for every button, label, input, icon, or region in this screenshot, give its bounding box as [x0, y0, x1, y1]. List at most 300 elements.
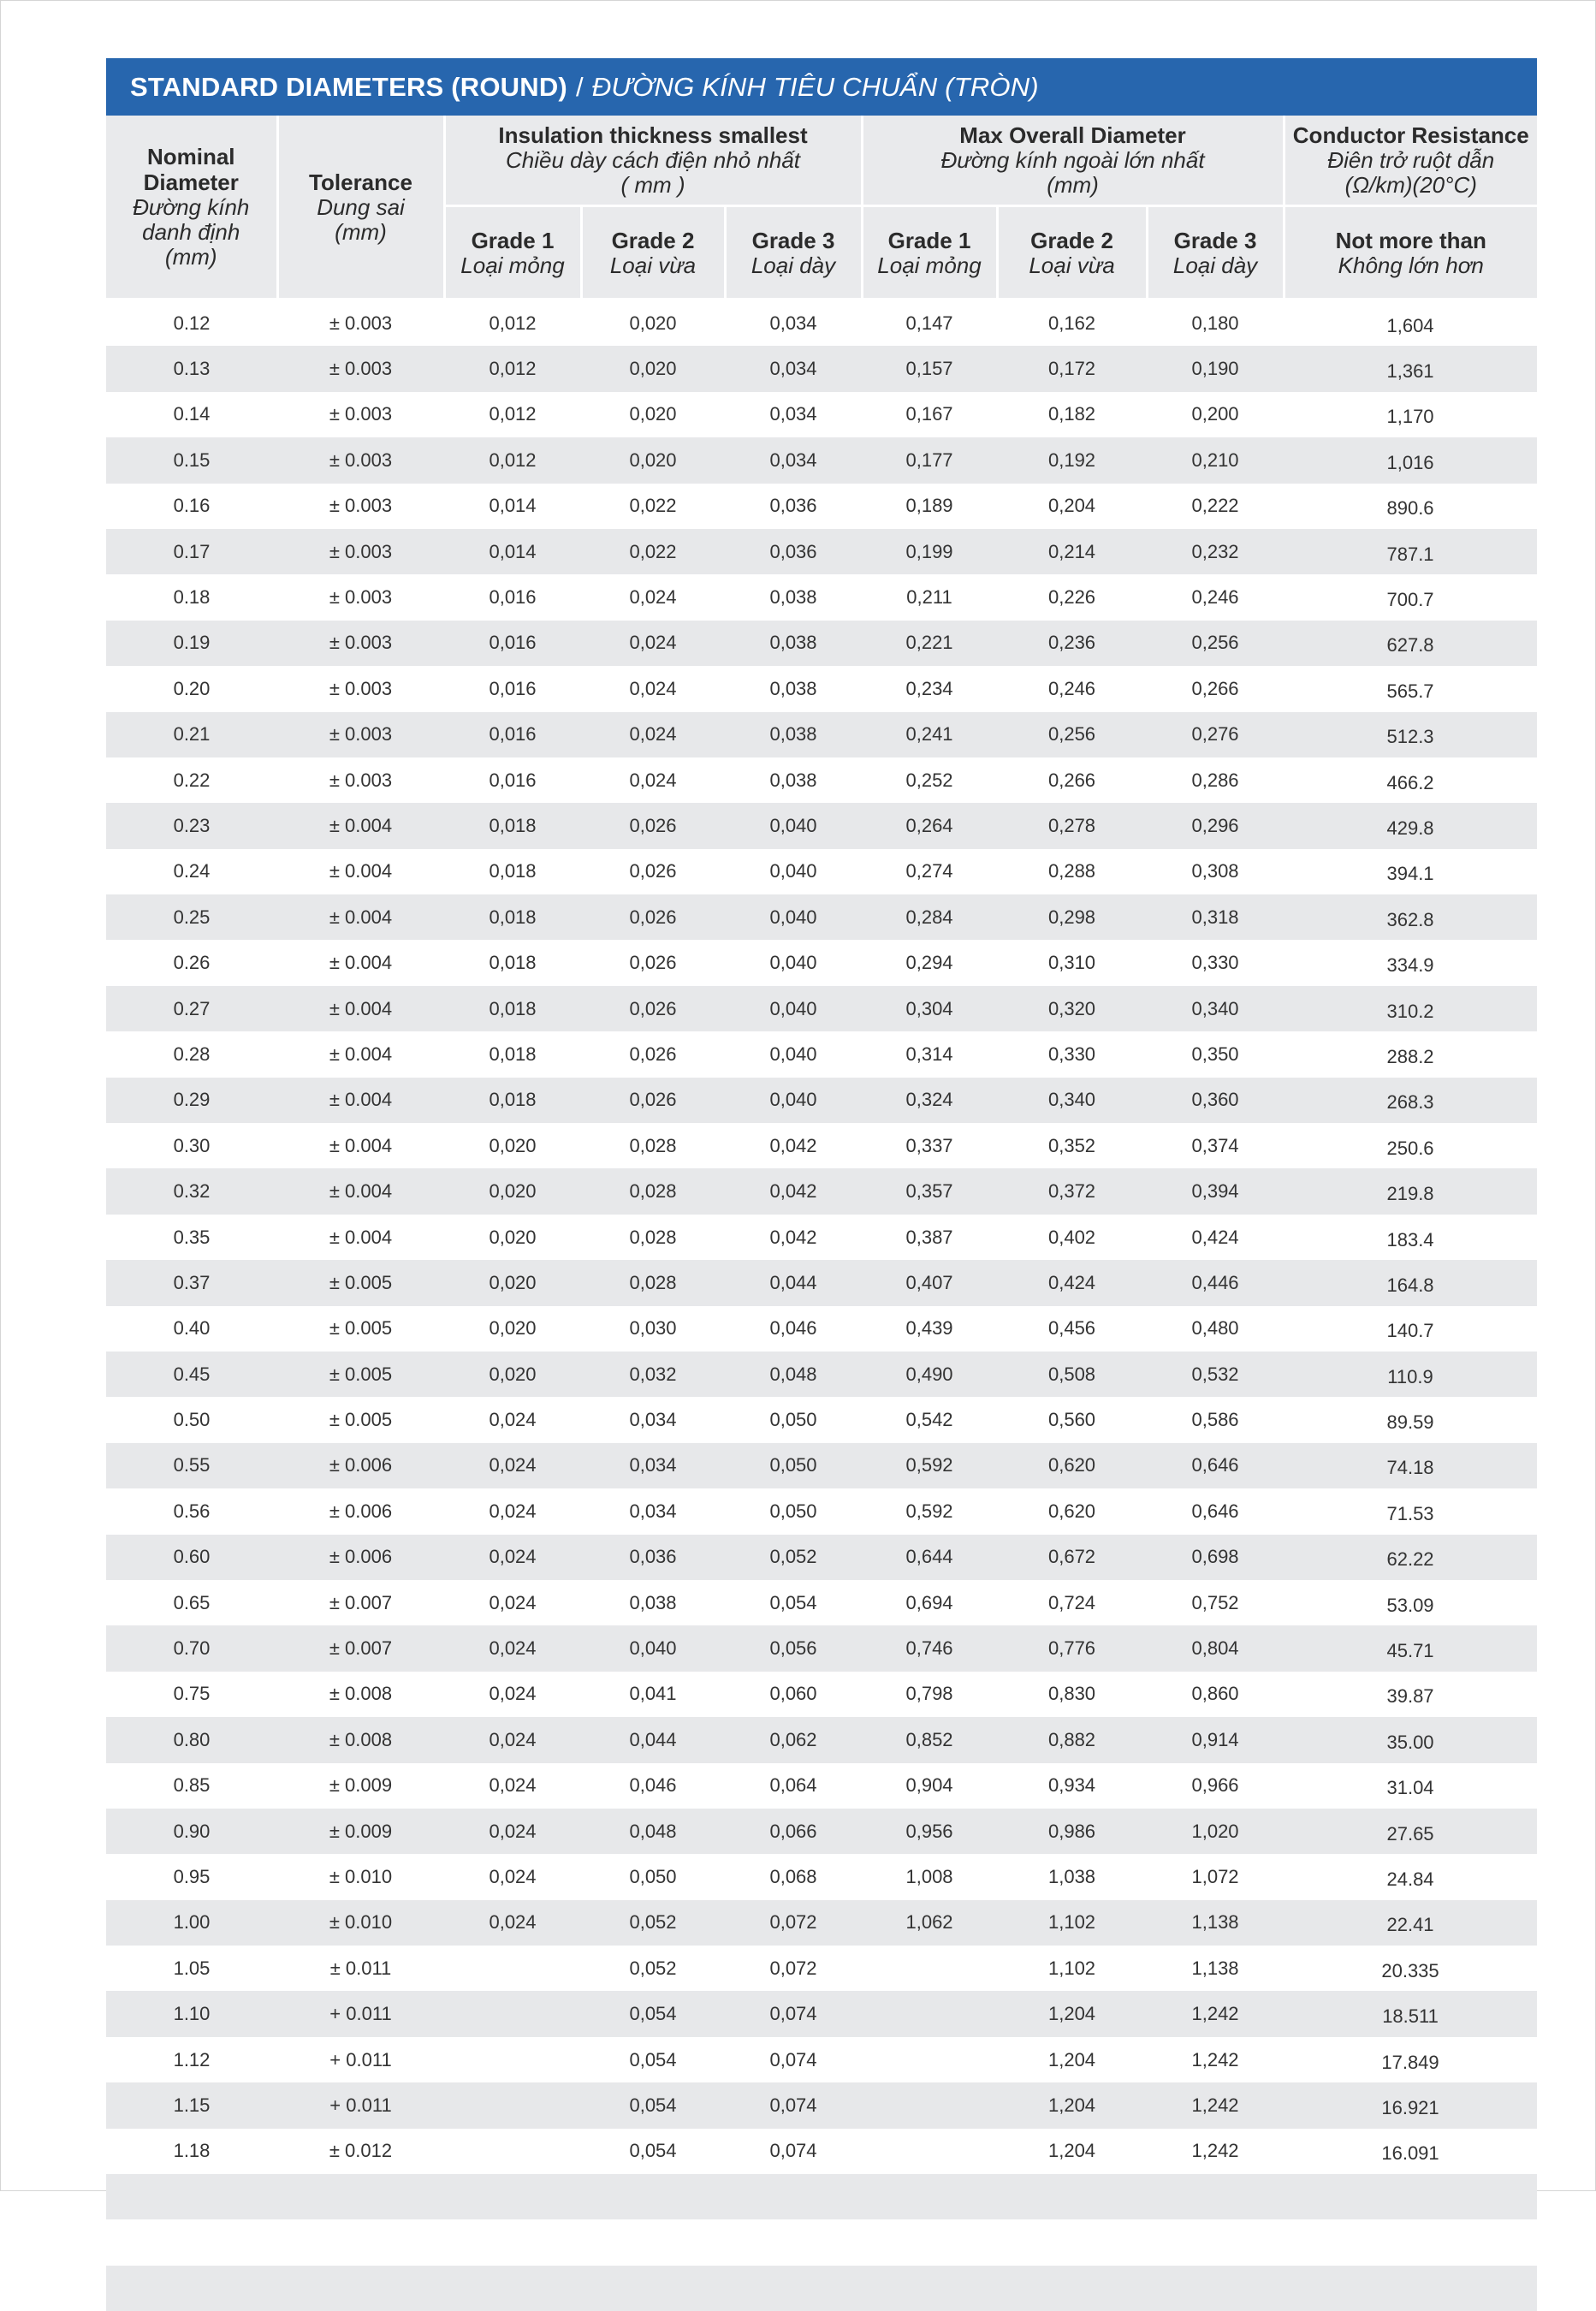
overall-grade2-cell: 1,038	[997, 1854, 1147, 1899]
resistance-cell: 310.2	[1284, 986, 1537, 1031]
insulation-grade2-cell: 0,052	[581, 1900, 725, 1946]
overall-grade2-cell: 0,776	[997, 1625, 1147, 1671]
overall-grade3-cell: 0,374	[1147, 1123, 1284, 1168]
insulation-grade2-cell: 0,024	[581, 666, 725, 711]
insulation-grade3-cell: 0,038	[725, 574, 862, 620]
insulation-grade2-cell: 0,020	[581, 346, 725, 391]
table-row	[106, 2037, 1537, 2082]
insulation-grade1-cell: 0,018	[444, 894, 581, 940]
resistance-cell: 250.6	[1284, 1123, 1537, 1168]
overall-grade3-cell: 0,286	[1147, 757, 1284, 803]
resistance-cell: 362.8	[1284, 894, 1537, 940]
table-row	[106, 346, 1537, 391]
overall-grade1-cell: 0,147	[862, 300, 997, 347]
resistance-cell: 890.6	[1284, 484, 1537, 529]
nominal-diameter-cell: 0.85	[106, 1763, 277, 1809]
insulation-grade2-cell: 0,032	[581, 1352, 725, 1397]
tolerance-cell: ± 0.003	[277, 300, 444, 347]
insulation-grade1-cell: 0,018	[444, 803, 581, 848]
resistance-en: Conductor Resistance	[1285, 122, 1538, 148]
insulation-grade2-cell: 0,054	[581, 2082, 725, 2128]
overall-grade3-cell: 0,200	[1147, 392, 1284, 437]
nominal-diameter-cell: 0.65	[106, 1580, 277, 1625]
insulation-grade3-cell: 0,040	[725, 986, 862, 1031]
overall-grade1-cell: 0,337	[862, 1123, 997, 1168]
tolerance-cell: ± 0.004	[277, 940, 444, 985]
insulation-grade1-cell: 0,016	[444, 574, 581, 620]
overall-grade3-cell: 0,296	[1147, 803, 1284, 848]
table-row	[106, 894, 1537, 940]
resistance-cell: 466.2	[1284, 757, 1537, 803]
table-row	[106, 392, 1537, 437]
overall-grade1-cell: 1,062	[862, 1900, 997, 1946]
overall-unit: (mm)	[863, 173, 1283, 198]
resistance-cell: 429.8	[1284, 803, 1537, 848]
header-insulation-thickness	[444, 116, 862, 206]
nominal-diameter-cell: 0.56	[106, 1488, 277, 1534]
resistance-cell: 18.511	[1284, 1991, 1537, 2036]
insulation-grade3-cell: 0,050	[725, 1488, 862, 1534]
nominal-diameter-cell	[106, 2219, 277, 2265]
table-row	[106, 437, 1537, 483]
overall-grade1-cell: 0,304	[862, 986, 997, 1031]
table-row	[106, 1488, 1537, 1534]
table-row	[106, 1809, 1537, 1854]
overall-grade2-cell: 0,182	[997, 392, 1147, 437]
header-insulation-grade2	[581, 206, 725, 300]
insulation-grade2-cell: 0,028	[581, 1168, 725, 1214]
insulation-grade2-cell: 0,046	[581, 1763, 725, 1809]
resistance-cell: 565.7	[1284, 666, 1537, 711]
nominal-diameter-cell: 1.15	[106, 2082, 277, 2128]
overall-grade3-cell: 0,210	[1147, 437, 1284, 483]
table-row	[106, 1215, 1537, 1260]
nominal-diameter-cell: 0.18	[106, 574, 277, 620]
overall-grade3-cell: 1,020	[1147, 1809, 1284, 1854]
insulation-grade1-cell: 0,024	[444, 1763, 581, 1809]
overall-grade2-cell	[997, 2174, 1147, 2219]
tolerance-cell: ± 0.003	[277, 621, 444, 666]
insulation-grade3-cell: 0,040	[725, 1078, 862, 1123]
grade1-en: Grade 1	[446, 228, 580, 253]
nominal-diameter-cell	[106, 2174, 277, 2219]
nominal-diameter-cell: 0.22	[106, 757, 277, 803]
overall-grade3-cell: 1,072	[1147, 1854, 1284, 1899]
insulation-grade2-cell: 0,026	[581, 1031, 725, 1077]
overall-grade2-cell: 0,256	[997, 712, 1147, 757]
resistance-cell: 140.7	[1284, 1306, 1537, 1352]
tolerance-cell: ± 0.010	[277, 1900, 444, 1946]
overall-grade1-cell: 0,177	[862, 437, 997, 483]
overall-grade2-cell: 1,102	[997, 1900, 1147, 1946]
table-row	[106, 484, 1537, 529]
grade3-vi: Loại dày	[727, 253, 861, 278]
overall-grade2-cell: 0,402	[997, 1215, 1147, 1260]
insulation-grade3-cell: 0,046	[725, 1306, 862, 1352]
diameter-table-sheet	[106, 58, 1537, 2311]
insulation-grade1-cell: 0,024	[444, 1854, 581, 1899]
overall-grade2-cell: 0,162	[997, 300, 1147, 347]
tolerance-cell: ± 0.005	[277, 1260, 444, 1305]
overall-grade1-cell: 0,324	[862, 1078, 997, 1123]
insulation-grade2-cell: 0,041	[581, 1672, 725, 1717]
insulation-grade2-cell: 0,028	[581, 1215, 725, 1260]
resistance-cell: 219.8	[1284, 1168, 1537, 1214]
insulation-grade3-cell: 0,062	[725, 1717, 862, 1762]
insulation-unit: ( mm )	[446, 173, 861, 198]
nominal-diameter-cell: 0.29	[106, 1078, 277, 1123]
insulation-grade2-cell: 0,026	[581, 803, 725, 848]
insulation-grade3-cell: 0,042	[725, 1123, 862, 1168]
overall-grade1-cell: 0,407	[862, 1260, 997, 1305]
overall-grade2-cell: 0,172	[997, 346, 1147, 391]
nominal-diameter-cell: 0.37	[106, 1260, 277, 1305]
insulation-grade3-cell: 0,060	[725, 1672, 862, 1717]
resistance-cell: 89.59	[1284, 1397, 1537, 1442]
overall-grade2-cell: 1,204	[997, 2082, 1147, 2128]
overall-grade1-cell: 0,387	[862, 1215, 997, 1260]
overall-grade1-cell: 0,264	[862, 803, 997, 848]
resistance-cell: 16.091	[1284, 2129, 1537, 2174]
overall-grade1-cell: 0,357	[862, 1168, 997, 1214]
nominal-diameter-cell: 0.90	[106, 1809, 277, 1854]
overall-grade2-cell: 0,620	[997, 1488, 1147, 1534]
overall-grade1-cell: 0,284	[862, 894, 997, 940]
insulation-grade1-cell: 0,016	[444, 712, 581, 757]
insulation-grade3-cell: 0,034	[725, 392, 862, 437]
tolerance-cell: ± 0.004	[277, 1031, 444, 1077]
insulation-grade1-cell	[444, 1946, 581, 1991]
overall-grade3-cell: 0,646	[1147, 1443, 1284, 1488]
overall-grade2-cell: 0,298	[997, 894, 1147, 940]
tolerance-cell: ± 0.006	[277, 1535, 444, 1580]
overall-grade2-cell: 0,882	[997, 1717, 1147, 1762]
resistance-vi: Điên trở ruột dẫn	[1285, 148, 1538, 173]
overall-grade2-cell: 1,204	[997, 1991, 1147, 2036]
overall-grade2-cell	[997, 2266, 1147, 2311]
resistance-cell	[1284, 2219, 1537, 2265]
grade3-en: Grade 3	[727, 228, 861, 253]
nominal-diameter-cell: 0.40	[106, 1306, 277, 1352]
grade1-vi: Loại mỏng	[446, 253, 580, 278]
overall-grade2-cell: 0,724	[997, 1580, 1147, 1625]
tolerance-cell: ± 0.003	[277, 346, 444, 391]
overall-grade2-cell: 0,352	[997, 1123, 1147, 1168]
nominal-diameter-cell: 0.19	[106, 621, 277, 666]
resistance-cell	[1284, 2174, 1537, 2219]
overall-grade1-cell	[862, 2082, 997, 2128]
insulation-grade1-cell: 0,012	[444, 346, 581, 391]
insulation-grade2-cell: 0,034	[581, 1443, 725, 1488]
overall-grade3-cell: 0,480	[1147, 1306, 1284, 1352]
table-row	[106, 986, 1537, 1031]
overall-grade3-cell: 1,242	[1147, 1991, 1284, 2036]
insulation-grade2-cell: 0,048	[581, 1809, 725, 1854]
insulation-grade1-cell: 0,020	[444, 1260, 581, 1305]
overall-grade1-cell: 0,199	[862, 529, 997, 574]
insulation-grade1-cell: 0,014	[444, 529, 581, 574]
insulation-grade1-cell: 0,024	[444, 1672, 581, 1717]
tolerance-cell: ± 0.007	[277, 1580, 444, 1625]
resistance-cell: 74.18	[1284, 1443, 1537, 1488]
table-row	[106, 2082, 1537, 2128]
nominal-diameter-cell: 1.12	[106, 2037, 277, 2082]
insulation-grade1-cell	[444, 2037, 581, 2082]
resistance-cell: 39.87	[1284, 1672, 1537, 1717]
insulation-grade1-cell	[444, 1991, 581, 2036]
insulation-grade2-cell: 0,024	[581, 757, 725, 803]
nominal-diameter-cell: 0.20	[106, 666, 277, 711]
overall-grade1-cell	[862, 2266, 997, 2311]
nominal-diameter-cell: 0.30	[106, 1123, 277, 1168]
table-row	[106, 2266, 1537, 2311]
insulation-grade2-cell: 0,052	[581, 1946, 725, 1991]
nominal-diameter-cell: 0.50	[106, 1397, 277, 1442]
nominal-diameter-cell: 0.23	[106, 803, 277, 848]
insulation-grade1-cell: 0,018	[444, 1031, 581, 1077]
table-row	[106, 1672, 1537, 1717]
nominal-diameter-cell: 1.05	[106, 1946, 277, 1991]
nominal-diameter-cell: 0.80	[106, 1717, 277, 1762]
table-row	[106, 300, 1537, 347]
nominal-en-line2: Diameter	[106, 169, 276, 195]
tolerance-cell	[277, 2266, 444, 2311]
insulation-grade1-cell: 0,012	[444, 392, 581, 437]
nominal-diameter-cell: 0.60	[106, 1535, 277, 1580]
tolerance-cell: ± 0.007	[277, 1625, 444, 1671]
table-row	[106, 849, 1537, 894]
nominal-en-line1: Nominal	[106, 144, 276, 169]
insulation-grade3-cell: 0,034	[725, 437, 862, 483]
insulation-grade3-cell: 0,050	[725, 1397, 862, 1442]
resistance-cell: 16.921	[1284, 2082, 1537, 2128]
overall-grade2-cell: 0,620	[997, 1443, 1147, 1488]
overall-grade1-cell: 0,956	[862, 1809, 997, 1854]
insulation-grade2-cell	[581, 2174, 725, 2219]
resistance-cell: 62.22	[1284, 1535, 1537, 1580]
overall-grade3-cell: 1,242	[1147, 2037, 1284, 2082]
table-row	[106, 2129, 1537, 2174]
insulation-grade1-cell	[444, 2219, 581, 2265]
overall-grade2-cell	[997, 2219, 1147, 2265]
overall-grade2-cell: 0,830	[997, 1672, 1147, 1717]
table-row	[106, 1443, 1537, 1488]
insulation-grade3-cell: 0,034	[725, 300, 862, 347]
tolerance-cell	[277, 2219, 444, 2265]
table-body	[106, 300, 1537, 2311]
nominal-diameter-cell: 0.45	[106, 1352, 277, 1397]
overall-grade2-cell: 0,372	[997, 1168, 1147, 1214]
nominal-diameter-cell: 0.95	[106, 1854, 277, 1899]
insulation-grade2-cell: 0,022	[581, 484, 725, 529]
overall-grade1-cell: 0,798	[862, 1672, 997, 1717]
overall-vi: Đường kính ngoài lớn nhất	[863, 148, 1283, 173]
insulation-grade1-cell: 0,012	[444, 300, 581, 347]
insulation-grade3-cell: 0,038	[725, 666, 862, 711]
table-row	[106, 529, 1537, 574]
grade1-en: Grade 1	[863, 228, 996, 253]
overall-grade2-cell: 0,266	[997, 757, 1147, 803]
table-row	[106, 1168, 1537, 1214]
overall-grade2-cell: 0,330	[997, 1031, 1147, 1077]
insulation-grade3-cell: 0,074	[725, 2129, 862, 2174]
nominal-diameter-cell: 0.24	[106, 849, 277, 894]
resistance-cell: 1,016	[1284, 437, 1537, 483]
resistance-cell: 24.84	[1284, 1854, 1537, 1899]
grade2-vi: Loại vừa	[999, 253, 1146, 278]
nominal-diameter-cell: 0.25	[106, 894, 277, 940]
resistance-unit: (Ω/km)(20°C)	[1285, 173, 1538, 198]
insulation-grade3-cell: 0,074	[725, 1991, 862, 2036]
table-title-bar	[106, 58, 1537, 116]
table-row	[106, 1946, 1537, 1991]
insulation-grade2-cell: 0,026	[581, 849, 725, 894]
insulation-grade2-cell: 0,028	[581, 1123, 725, 1168]
tolerance-cell: ± 0.004	[277, 1123, 444, 1168]
insulation-grade1-cell	[444, 2174, 581, 2219]
resistance-cell: 71.53	[1284, 1488, 1537, 1534]
insulation-grade1-cell: 0,018	[444, 849, 581, 894]
insulation-grade3-cell: 0,038	[725, 757, 862, 803]
tolerance-cell: ± 0.008	[277, 1672, 444, 1717]
resistance-cell: 394.1	[1284, 849, 1537, 894]
tolerance-cell: ± 0.004	[277, 894, 444, 940]
insulation-grade1-cell: 0,020	[444, 1123, 581, 1168]
overall-grade2-cell: 0,340	[997, 1078, 1147, 1123]
table-row	[106, 803, 1537, 848]
insulation-grade3-cell	[725, 2174, 862, 2219]
table-row	[106, 1306, 1537, 1352]
insulation-grade1-cell	[444, 2266, 581, 2311]
overall-grade2-cell: 0,672	[997, 1535, 1147, 1580]
table-row	[106, 1763, 1537, 1809]
overall-grade1-cell: 1,008	[862, 1854, 997, 1899]
overall-grade1-cell	[862, 2174, 997, 2219]
overall-grade1-cell: 0,234	[862, 666, 997, 711]
tolerance-cell: ± 0.003	[277, 529, 444, 574]
header-nominal-diameter	[106, 116, 277, 300]
insulation-grade3-cell: 0,042	[725, 1168, 862, 1214]
insulation-grade1-cell: 0,020	[444, 1352, 581, 1397]
table-row	[106, 1397, 1537, 1442]
insulation-grade1-cell: 0,024	[444, 1717, 581, 1762]
grade3-en: Grade 3	[1148, 228, 1283, 253]
insulation-grade2-cell: 0,024	[581, 621, 725, 666]
overall-grade3-cell: 0,446	[1147, 1260, 1284, 1305]
tolerance-cell: ± 0.008	[277, 1717, 444, 1762]
tolerance-unit: (mm)	[279, 220, 443, 245]
grade2-en: Grade 2	[999, 228, 1146, 253]
insulation-grade3-cell: 0,040	[725, 894, 862, 940]
overall-grade3-cell: 0,698	[1147, 1535, 1284, 1580]
overall-grade3-cell: 0,646	[1147, 1488, 1284, 1534]
resistance-cell: 512.3	[1284, 712, 1537, 757]
tolerance-cell: + 0.011	[277, 2082, 444, 2128]
insulation-grade1-cell: 0,012	[444, 437, 581, 483]
table-row	[106, 1535, 1537, 1580]
resistance-cell: 110.9	[1284, 1352, 1537, 1397]
table-row	[106, 1260, 1537, 1305]
insulation-grade2-cell: 0,026	[581, 986, 725, 1031]
insulation-grade1-cell: 0,016	[444, 757, 581, 803]
insulation-grade1-cell: 0,018	[444, 986, 581, 1031]
insulation-grade3-cell: 0,056	[725, 1625, 862, 1671]
overall-grade1-cell: 0,904	[862, 1763, 997, 1809]
insulation-grade3-cell: 0,040	[725, 1031, 862, 1077]
tolerance-cell: ± 0.004	[277, 1078, 444, 1123]
insulation-grade2-cell	[581, 2219, 725, 2265]
insulation-grade2-cell: 0,034	[581, 1488, 725, 1534]
overall-grade1-cell: 0,167	[862, 392, 997, 437]
insulation-grade1-cell: 0,018	[444, 1078, 581, 1123]
overall-grade1-cell: 0,274	[862, 849, 997, 894]
overall-grade2-cell: 1,204	[997, 2037, 1147, 2082]
tolerance-cell: ± 0.011	[277, 1946, 444, 1991]
overall-grade2-cell: 0,986	[997, 1809, 1147, 1854]
overall-grade2-cell: 0,246	[997, 666, 1147, 711]
overall-grade1-cell	[862, 1946, 997, 1991]
grade3-vi: Loại dày	[1148, 253, 1283, 278]
overall-grade3-cell: 0,256	[1147, 621, 1284, 666]
insulation-grade2-cell: 0,022	[581, 529, 725, 574]
overall-grade2-cell: 0,288	[997, 849, 1147, 894]
table-row	[106, 1031, 1537, 1077]
overall-grade1-cell: 0,746	[862, 1625, 997, 1671]
resistance-cell: 1,604	[1284, 300, 1537, 347]
tolerance-cell: + 0.011	[277, 2037, 444, 2082]
nominal-diameter-cell: 0.17	[106, 529, 277, 574]
insulation-grade1-cell: 0,016	[444, 666, 581, 711]
tolerance-cell: ± 0.005	[277, 1306, 444, 1352]
overall-grade3-cell: 0,966	[1147, 1763, 1284, 1809]
nominal-diameter-cell: 0.26	[106, 940, 277, 985]
overall-grade3-cell: 0,350	[1147, 1031, 1284, 1077]
overall-grade1-cell: 0,157	[862, 346, 997, 391]
header-overall-grade3	[1147, 206, 1284, 300]
nominal-diameter-cell: 1.00	[106, 1900, 277, 1946]
insulation-grade1-cell: 0,024	[444, 1443, 581, 1488]
nominal-vi-line1: Đường kính	[106, 195, 276, 220]
overall-grade2-cell: 0,934	[997, 1763, 1147, 1809]
resistance-cell: 45.71	[1284, 1625, 1537, 1671]
grade1-vi: Loại mỏng	[863, 253, 996, 278]
tolerance-cell: ± 0.003	[277, 437, 444, 483]
header-not-more-than	[1284, 206, 1537, 300]
insulation-grade1-cell: 0,024	[444, 1535, 581, 1580]
insulation-grade2-cell: 0,024	[581, 712, 725, 757]
overall-grade2-cell: 0,204	[997, 484, 1147, 529]
grade2-vi: Loại vừa	[583, 253, 724, 278]
insulation-grade3-cell: 0,074	[725, 2082, 862, 2128]
insulation-grade3-cell: 0,040	[725, 940, 862, 985]
table-row	[106, 712, 1537, 757]
overall-grade1-cell: 0,644	[862, 1535, 997, 1580]
nominal-diameter-cell: 0.35	[106, 1215, 277, 1260]
overall-grade2-cell: 0,456	[997, 1306, 1147, 1352]
overall-grade2-cell: 0,424	[997, 1260, 1147, 1305]
overall-grade1-cell: 0,314	[862, 1031, 997, 1077]
insulation-grade3-cell	[725, 2266, 862, 2311]
overall-grade2-cell: 0,560	[997, 1397, 1147, 1442]
overall-grade3-cell: 0,752	[1147, 1580, 1284, 1625]
overall-grade1-cell	[862, 1991, 997, 2036]
header-tolerance	[277, 116, 444, 300]
title-vietnamese: ĐƯỜNG KÍNH TIÊU CHUẨN (TRÒN)	[592, 72, 1039, 103]
insulation-grade1-cell: 0,018	[444, 940, 581, 985]
resistance-cell: 164.8	[1284, 1260, 1537, 1305]
insulation-grade2-cell: 0,040	[581, 1625, 725, 1671]
header-insulation-grade1	[444, 206, 581, 300]
